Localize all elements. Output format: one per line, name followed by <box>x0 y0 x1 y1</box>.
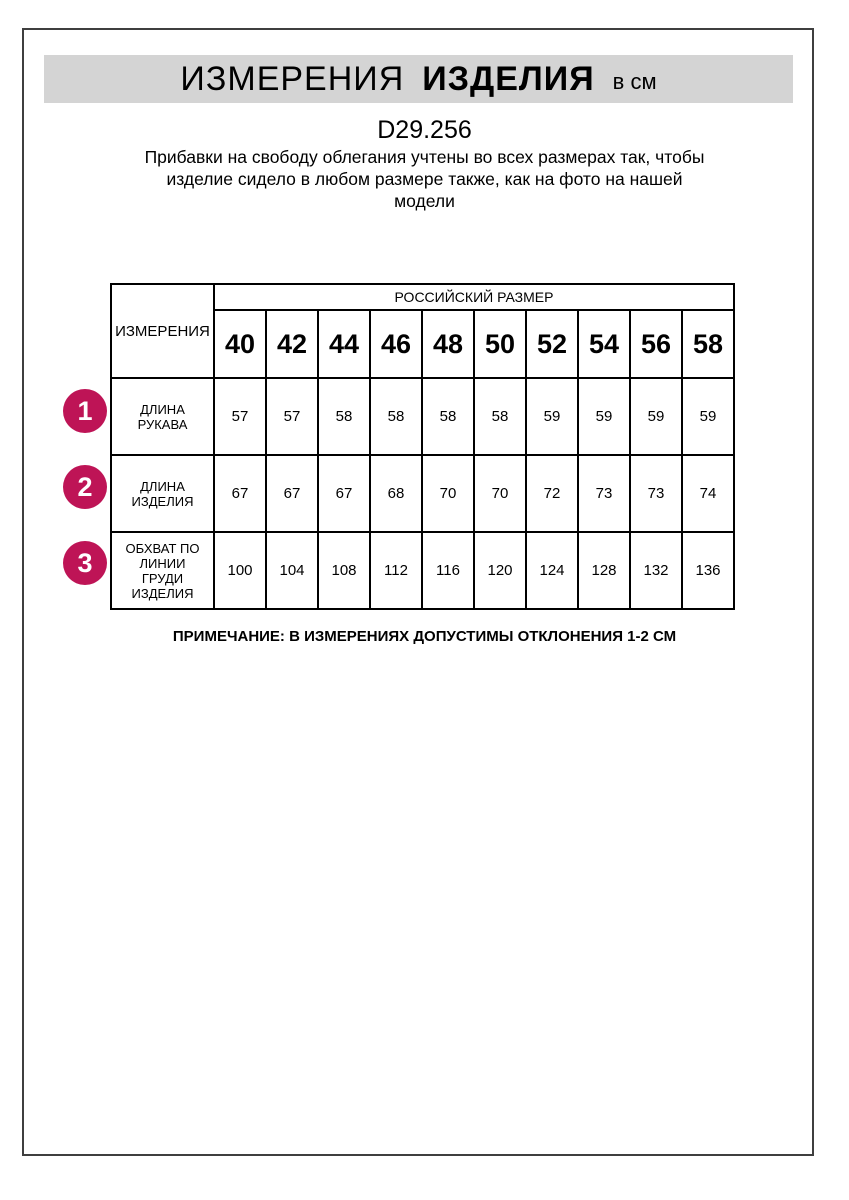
fit-description-line: изделие сидело в любом размере также, как на фото на нашей <box>166 169 683 189</box>
table-row <box>111 455 734 532</box>
measurement-value-cell: 73 <box>630 455 682 532</box>
measurement-value-cell: 116 <box>422 532 474 609</box>
measurement-value-cell: 70 <box>422 455 474 532</box>
measurement-value-cell: 100 <box>214 532 266 609</box>
measurement-value-cell: 67 <box>318 455 370 532</box>
measurement-value-cell: 58 <box>474 378 526 455</box>
page-title-unit: в см <box>612 69 657 94</box>
measurement-row-label: ДЛИНА ИЗДЕЛИЯ <box>111 455 214 532</box>
row-number-badge: 2 <box>63 465 107 509</box>
table-row <box>111 532 734 609</box>
measurement-value-cell: 59 <box>682 378 734 455</box>
measurement-value-cell: 72 <box>526 455 578 532</box>
row-number-badge: 1 <box>63 389 107 433</box>
size-column-header: 46 <box>370 310 422 378</box>
measurement-value-cell: 128 <box>578 532 630 609</box>
measurement-value-cell: 120 <box>474 532 526 609</box>
size-column-header: 54 <box>578 310 630 378</box>
measurement-value-cell: 57 <box>214 378 266 455</box>
measurement-value-cell: 112 <box>370 532 422 609</box>
measurement-value-cell: 59 <box>630 378 682 455</box>
fit-description <box>0 146 849 212</box>
fit-description-line: Прибавки на свободу облегания учтены во всех размерах так, чтобы <box>144 147 705 167</box>
measurement-value-cell: 59 <box>526 378 578 455</box>
page-title-word-product: ИЗДЕЛИЯ <box>422 59 595 98</box>
size-column-header: 48 <box>422 310 474 378</box>
page-title-word-measurements: ИЗМЕРЕНИЯ <box>180 59 405 98</box>
measurement-value-cell: 74 <box>682 455 734 532</box>
measurement-value-cell: 67 <box>214 455 266 532</box>
measurements-table <box>110 283 735 610</box>
size-column-header: 56 <box>630 310 682 378</box>
table-row <box>111 378 734 455</box>
measurement-value-cell: 132 <box>630 532 682 609</box>
measurement-value-cell: 136 <box>682 532 734 609</box>
size-group-header-row <box>111 284 734 310</box>
measurement-value-cell: 57 <box>266 378 318 455</box>
size-column-header: 42 <box>266 310 318 378</box>
tolerance-note: ПРИМЕЧАНИЕ: В ИЗМЕРЕНИЯХ ДОПУСТИМЫ ОТКЛОНЕНИЯ 1-2 СМ <box>172 628 677 645</box>
measurement-value-cell: 124 <box>526 532 578 609</box>
russian-size-header: РОССИЙСКИЙ РАЗМЕР <box>214 284 734 310</box>
model-code: D29.256 <box>377 116 472 144</box>
measurement-value-cell: 73 <box>578 455 630 532</box>
measurement-value-cell: 58 <box>370 378 422 455</box>
measurement-value-cell: 108 <box>318 532 370 609</box>
measurement-row-label: ДЛИНА РУКАВА <box>111 378 214 455</box>
measurement-value-cell: 104 <box>266 532 318 609</box>
measurements-corner-header: ИЗМЕРЕНИЯ <box>111 284 214 378</box>
size-column-header: 50 <box>474 310 526 378</box>
measurement-row-label: ОБХВАТ ПО ЛИНИИ ГРУДИ ИЗДЕЛИЯ <box>111 532 214 609</box>
measurement-value-cell: 59 <box>578 378 630 455</box>
measurement-value-cell: 67 <box>266 455 318 532</box>
page-title-banner <box>44 55 793 103</box>
size-column-header: 44 <box>318 310 370 378</box>
size-column-header: 40 <box>214 310 266 378</box>
measurement-value-cell: 70 <box>474 455 526 532</box>
measurement-value-cell: 68 <box>370 455 422 532</box>
table-body <box>111 378 734 609</box>
fit-description-line: модели <box>394 191 455 211</box>
row-number-badge: 3 <box>63 541 107 585</box>
measurement-value-cell: 58 <box>318 378 370 455</box>
measurement-value-cell: 58 <box>422 378 474 455</box>
size-column-header: 52 <box>526 310 578 378</box>
size-column-header: 58 <box>682 310 734 378</box>
